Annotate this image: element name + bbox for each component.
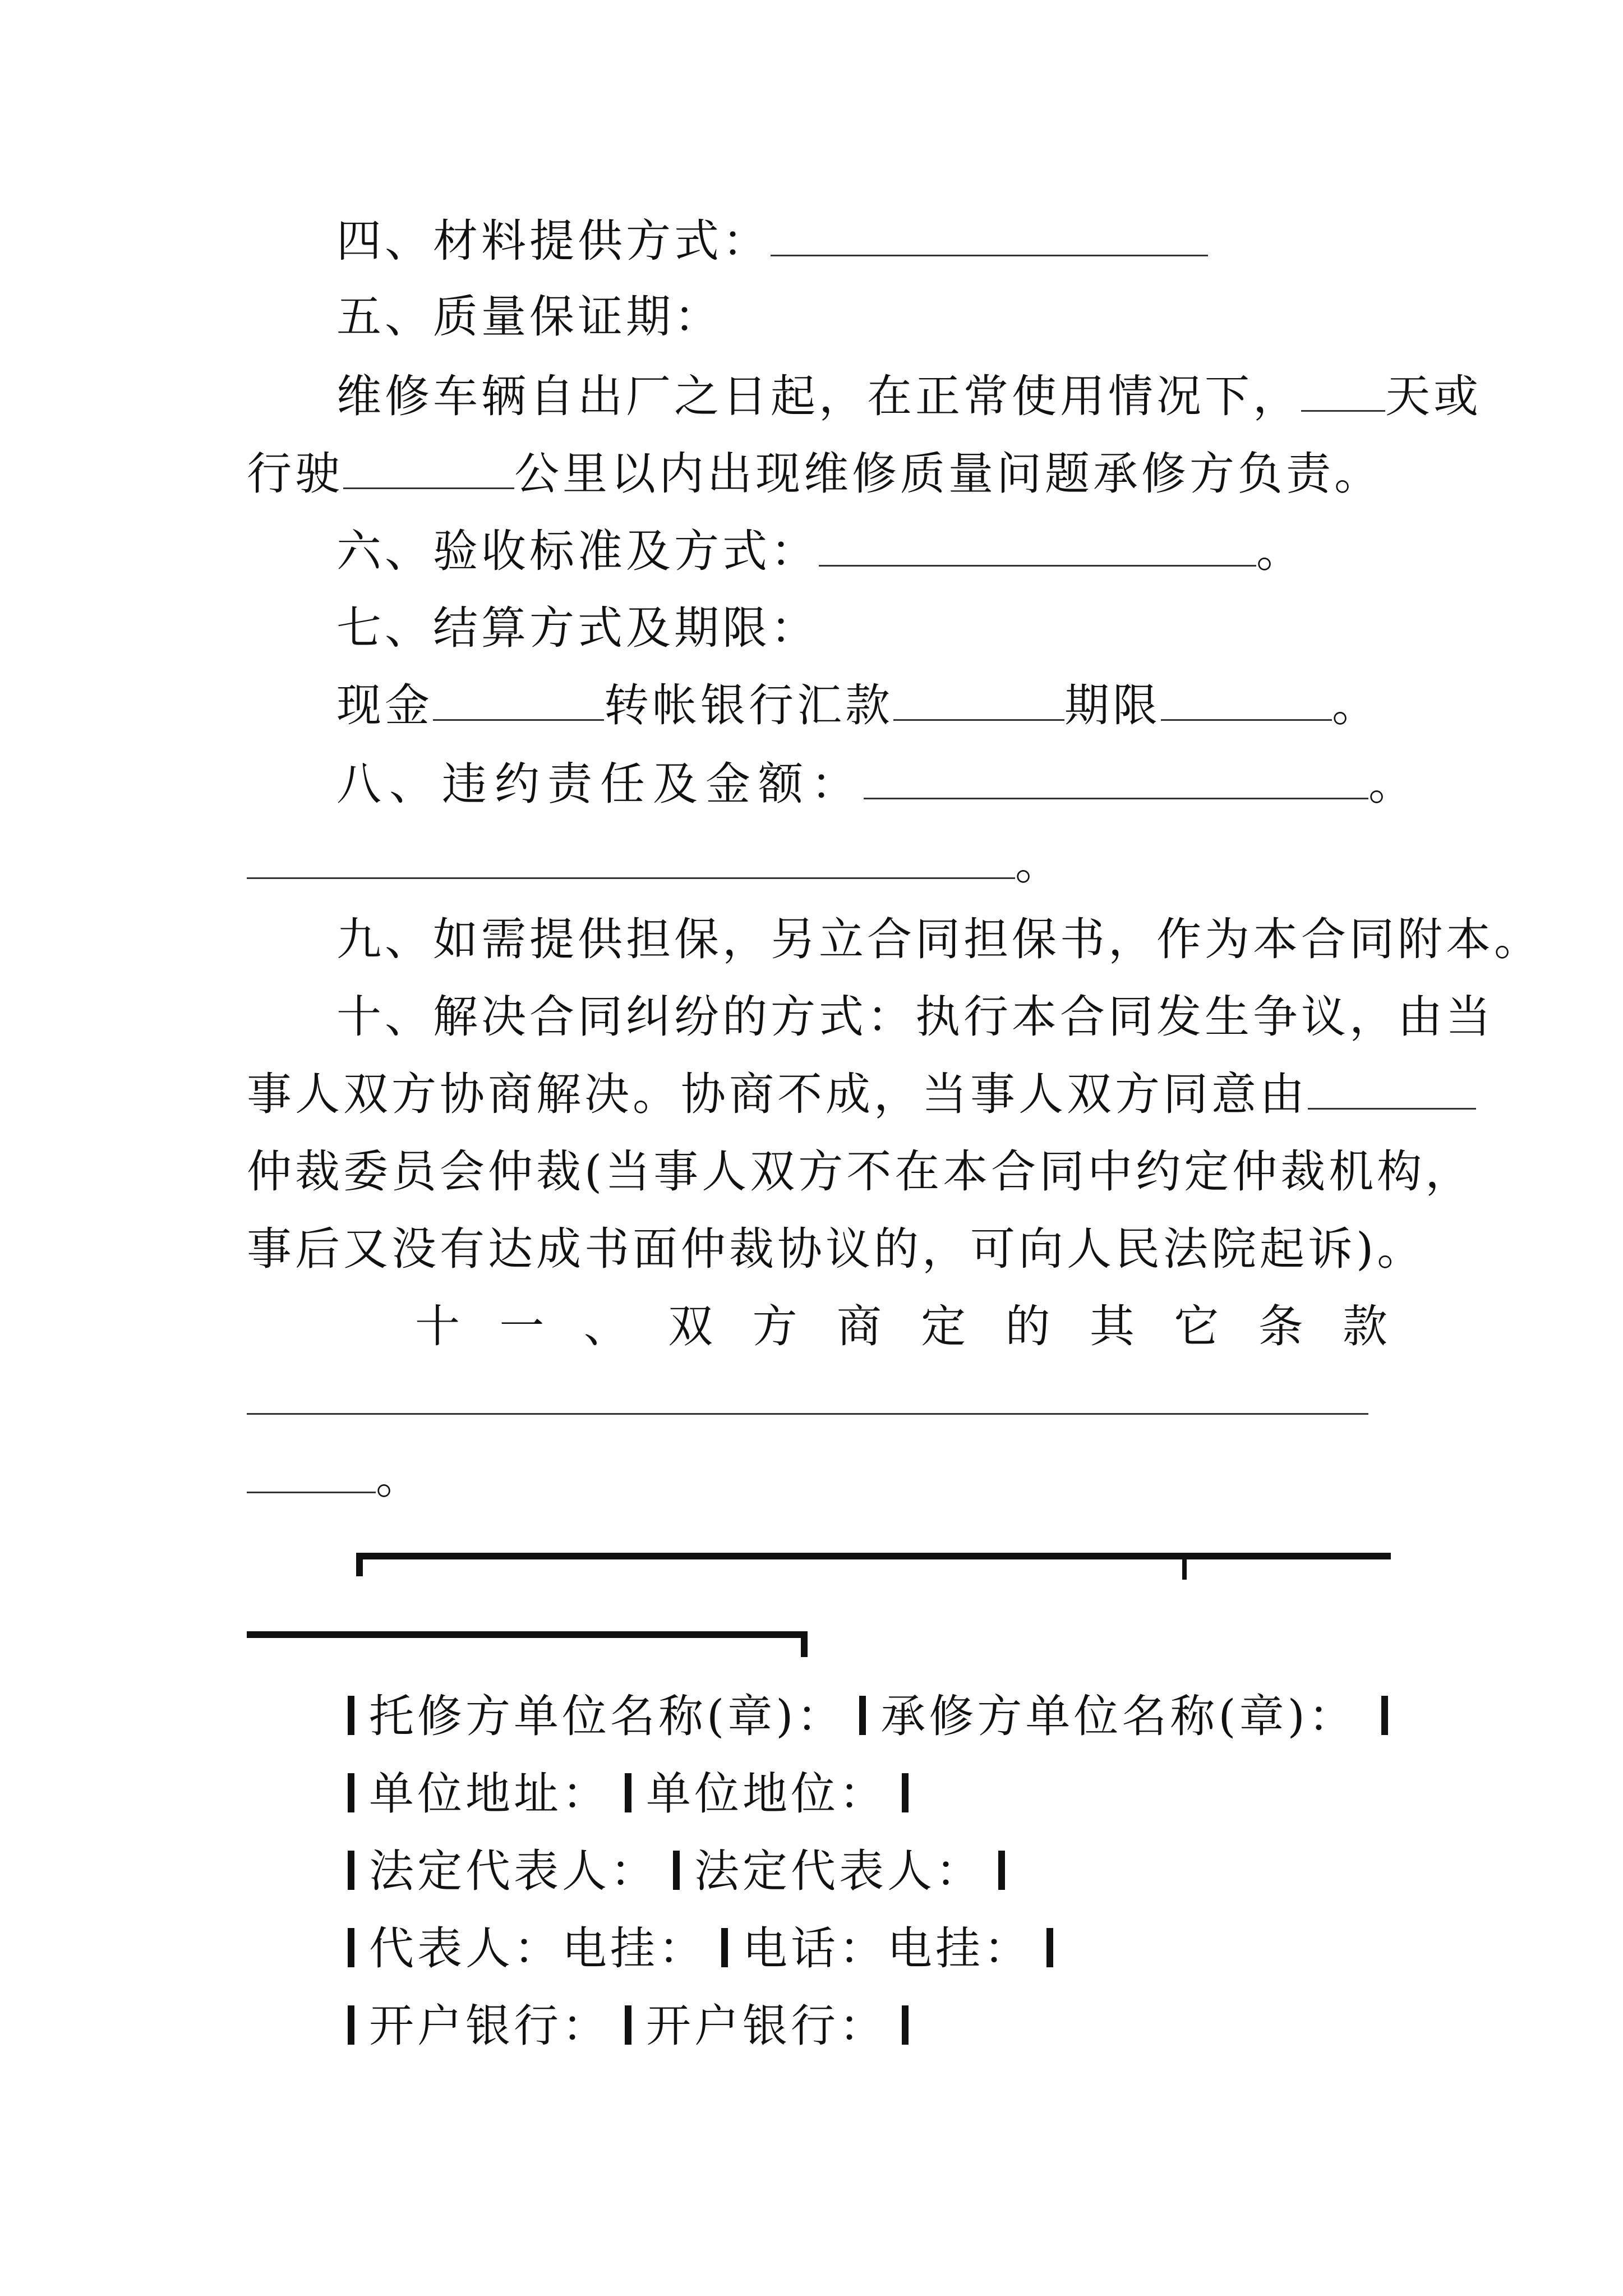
table-bar — [902, 1773, 909, 1812]
clause-11-char: 一 — [499, 1300, 548, 1352]
table-bar — [348, 2005, 354, 2045]
table-bar — [902, 2005, 909, 2045]
clause-5-heading: 五、质量保证期： — [336, 291, 722, 343]
warranty-text-c: 行驶 — [247, 448, 343, 500]
clause-6-label: 六、验收标准及方式： — [336, 525, 819, 577]
table-divider-tick — [1182, 1553, 1187, 1580]
clause-11-char: 它 — [1174, 1300, 1223, 1352]
table-bar — [673, 1851, 680, 1890]
other-terms-line — [247, 1369, 1391, 1430]
other-terms-end: 。 — [376, 1452, 424, 1504]
table-bar — [625, 1773, 631, 1812]
clause-10-text: 事人双方协商解决。协商不成，当事人双方同意由 — [247, 1068, 1308, 1120]
clause-8-label: 八、违约责任及金额： — [336, 758, 864, 810]
clause-8 — [247, 753, 1421, 815]
payment-cash-label: 现金 — [336, 679, 433, 731]
legal-rep-label-a: 法定代表人： — [369, 1845, 658, 1897]
bank-label-b: 开户银行： — [646, 2000, 887, 2052]
signature-row-4 — [348, 1918, 1068, 1980]
warranty-text-a: 维修车辆自出厂之日起，在正常使用情况下， — [336, 370, 1301, 422]
liability-blank[interactable] — [864, 755, 1368, 799]
table-bar — [1046, 1928, 1053, 1967]
phone-label: 电话：电挂： — [743, 1922, 1032, 1975]
clause-10-line-3: 仲裁委员会仲裁(当事人双方不在本合同中约定仲裁机构， — [247, 1145, 1474, 1198]
payment-transfer-label: 转帐银行汇款 — [604, 679, 893, 731]
payment-deadline-blank[interactable] — [1161, 677, 1332, 721]
clause-6-end: 。 — [1256, 525, 1304, 577]
payment-cash-blank[interactable] — [433, 677, 604, 721]
clause-11-char: 商 — [836, 1300, 885, 1352]
table-bar — [859, 1696, 866, 1735]
clause-8-continuation-end: 。 — [1015, 838, 1063, 890]
signature-row-5 — [348, 1995, 923, 2057]
table-bar — [721, 1928, 728, 1967]
other-terms-blank-2[interactable] — [247, 1449, 376, 1493]
clause-8-end: 。 — [1368, 758, 1421, 810]
payment-deadline-label: 期限 — [1064, 679, 1161, 731]
table-bar — [625, 2005, 631, 2045]
signature-row-3 — [348, 1841, 1020, 1902]
table-bar — [348, 1928, 354, 1967]
other-terms-blank[interactable] — [247, 1370, 1368, 1415]
clause-5-line-2 — [247, 443, 1391, 505]
address-label-b: 单位地位： — [646, 1768, 887, 1820]
table-bar — [998, 1851, 1005, 1890]
material-supply-blank[interactable] — [771, 212, 1208, 256]
arbitration-committee-blank[interactable] — [1308, 1065, 1476, 1110]
clause-10-line-4: 事后又没有达成书面仲裁协议的，可向人民法院起诉)。 — [247, 1223, 1426, 1275]
table-top-border — [356, 1553, 1391, 1559]
clause-11-char: 十 — [415, 1300, 463, 1352]
clause-4 — [247, 210, 1391, 272]
warranty-text-d: 公里以内出现维修质量问题承修方负责。 — [514, 448, 1382, 500]
clause-7-end: 。 — [1332, 679, 1380, 731]
repair-party-name-label: 承修方单位名称(章)： — [880, 1690, 1357, 1742]
representative-label: 代表人：电挂： — [369, 1922, 707, 1975]
warranty-text-b: 天或 — [1385, 370, 1482, 422]
bank-label-a: 开户银行： — [369, 2000, 610, 2052]
acceptance-standard-blank[interactable] — [819, 522, 1256, 567]
table-bar — [348, 1696, 354, 1735]
clause-5-line-1 — [247, 366, 1482, 427]
clause-11-char: 定 — [921, 1300, 970, 1352]
entrusting-party-name-label: 托修方单位名称(章)： — [369, 1690, 845, 1742]
clause-11-char: 其 — [1089, 1300, 1138, 1352]
clause-6 — [247, 521, 1391, 582]
clause-11-heading — [247, 1296, 1391, 1358]
signature-row-2 — [348, 1763, 923, 1825]
clause-9: 九、如需提供担保，另立合同担保书，作为本合同附本。 — [336, 913, 1542, 965]
clause-8-continuation — [247, 833, 1391, 895]
table-corner-right — [801, 1631, 808, 1657]
table-bar — [348, 1851, 354, 1890]
table-lower-border — [247, 1631, 808, 1638]
signature-row-1 — [348, 1686, 1403, 1747]
liability-blank-2[interactable] — [247, 835, 1015, 879]
table-bar — [348, 1773, 354, 1812]
clause-11-char: 条 — [1258, 1300, 1307, 1352]
other-terms-line-2 — [247, 1447, 1391, 1509]
warranty-km-blank[interactable] — [343, 445, 514, 489]
clause-4-label: 四、材料提供方式： — [336, 215, 771, 267]
legal-rep-label-b: 法定代表人： — [694, 1845, 984, 1897]
clause-11-char: 款 — [1342, 1300, 1391, 1352]
clause-10-line-2 — [247, 1064, 1391, 1125]
clause-11-char: 、 — [583, 1300, 632, 1352]
clause-7-line — [247, 675, 1391, 737]
clause-10-line-1: 十、解决合同纠纷的方式：执行本合同发生争议，由当 — [336, 991, 1494, 1043]
address-label-a: 单位地址： — [369, 1768, 610, 1820]
table-bar — [1381, 1696, 1388, 1735]
warranty-days-blank[interactable] — [1301, 367, 1385, 412]
payment-transfer-blank[interactable] — [893, 677, 1064, 721]
table-corner-left — [356, 1553, 363, 1576]
clause-11-char: 的 — [1005, 1300, 1054, 1352]
clause-11-char: 方 — [752, 1300, 801, 1352]
clause-11-char: 双 — [668, 1300, 717, 1352]
clause-7-heading: 七、结算方式及期限： — [336, 602, 819, 654]
